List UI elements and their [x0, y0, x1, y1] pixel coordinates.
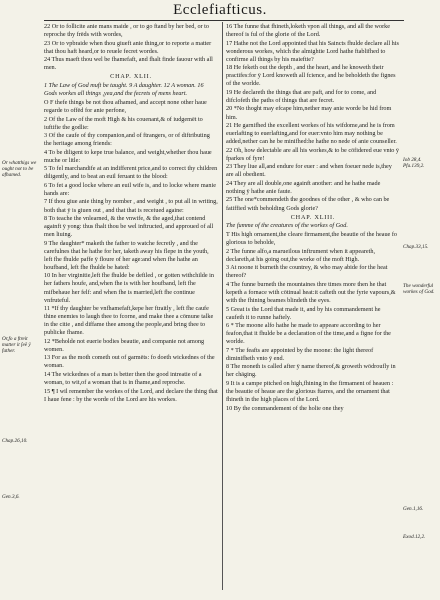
verse: 23 Or to vpbraide when thou giueft anie thing,or to reporte a matter that thou haft heard,or to reuele fecret wordes.: [44, 39, 212, 55]
verse: 16 The funne that fhineth,loketh vpon all things, and all the worke thereof is ful of the glorie of the Lord.: [226, 23, 390, 39]
verse: 18 He feketh out the depth , and the heart, and he knoweth their practifes:for ȳ Lord knoweth all fcience, and he beholdeth the fignes of the worlde.: [226, 64, 396, 88]
verse: 4 The funne burneth the mountaines thre times more then he that kepeth a fornace with cōtinual heat:it cafteth out the fyrie vapours,& with the fhining beames blindeth the eyes.: [226, 280, 396, 305]
chapter-heading: CHAP. XLII.: [110, 73, 152, 81]
margin-note: Iob 28,4. Pfa.139,2.: [403, 157, 425, 169]
right-column: [226, 23, 400, 413]
verse: 7 * The feafts are appointed by the moone: the light thereof diminifheth vnto ȳ end.: [226, 346, 374, 362]
verse: 22 Oh, how delectable are all his workes,& to be cōfidered eue vnto ȳ fparkes of fyre!: [226, 146, 400, 162]
verse: 3 Of the caufe of thy companion,and of ftrangers, or of diftributing the heritage among friends:: [44, 132, 210, 148]
verse: 24 Thus maeft thou wel be fhamefaft, and fhalt finde fauour with all men.: [44, 56, 213, 72]
chapter-argument: 1 The Law of God muft be taught. 9 A daughter. 12 A woman. 16 Gods workes all things ,yea,and the fecrets of mens heart.: [44, 81, 204, 97]
left-column: [44, 23, 218, 404]
verse: 10 In her virginitie,left fhe fhulde be defiled , or gotten withchilde in her fathers houfe, and,when fhe is with her houfband, left fhe mifbehaue her felf: and when fhe is married,left fhe continue vnfruteful.: [44, 272, 214, 304]
verse: 11 *If thy daughter be vnfhamefaft,kepe her ftraitly , left fhe caufe thine enemies to laugh thee to fcorne, and make thee a cōmune talke in the citie , and diffame thee among the people,and bring thee to publicke fhame.: [44, 305, 214, 337]
verse: 7 If thou giue anie thing by nomber , and weight , to put all in writing, both that ȳ is giuen out , and that that is receiued againe:: [44, 198, 218, 214]
verse: 2 The funne alfo,a marueilous inftrument when it appeareth, declareth,at his going out,the worke of the moft High.: [226, 247, 376, 263]
margin-note: Gen.1,16.: [403, 506, 424, 512]
verse: 17 Hathe not the Lord appointed that his Saincts fhulde declare all his wonderous workes, which the almightie Lord hathe ftablifhed to confirme all things by his maieftie?: [226, 39, 399, 63]
verse: 15 ¶ I wil remember the workes of the Lord, and declare the thing that I haue fene : by the worde of the Lord are his workes.: [44, 387, 218, 403]
verse: 12 *Beholde not euerie bodies beautie, and companie not among women.: [44, 337, 205, 353]
verse: 8 The moneth is called after ȳ name thereof,& groweth wōdroufly in her chāging.: [226, 363, 396, 379]
margin-note: Chap.26,10.: [2, 438, 28, 444]
column-divider: [222, 22, 223, 590]
verse: 2 Of the Law of the moft High & his couenant,& of iudgemēt to iuftifie the godlie:: [44, 115, 203, 131]
verse: 5 To fel marchandife at an indifferent price,and to correct thy children diligently, and to beat an euil feruant to the blood:: [44, 165, 218, 181]
margin-note: Chap.33,15.: [403, 244, 429, 250]
verse: 9 The daughter* maketh the father to watche fecretly , and the carefulnes that he hathe for her, taketh away his flepe in the youth, left fhe fhulde paffe ȳ floure of her age:and when fhe hathe an houfband, left fhe fhulde be hated:: [44, 239, 209, 271]
verse: 10 By the commandement of the holie one they: [226, 404, 344, 412]
margin-note: The wonderful workes of God.: [403, 283, 435, 295]
verse: 19 He declareth the things that are paft, and for to come, and difclofeth the paths of things that are fecret.: [226, 88, 377, 104]
margin-note: Exod.12,2.: [403, 534, 426, 540]
header-rule: [44, 20, 404, 21]
verse: 13 For as the moth cometh out of garmēts: fo doeth wickednes of the woman.: [44, 354, 215, 370]
verse: 8 To teache the vnlearned, & the vnwife, & the aged,that contend againft ȳ yong: thus fhalt thou be wel inftructed, and approued of all men liuing.: [44, 215, 214, 239]
verse: 6 * The moone alfo hathe he made to appeare according to her feafon,that it fhulde be a declaration of the time,and a figne for the worlde.: [226, 322, 391, 346]
margin-note: Gen.3,6.: [2, 494, 20, 500]
verse: 20 *No thoght may efcape him,nether may anie worde be hid from him.: [226, 105, 392, 121]
verse: 6 To fet a good locke where an euil wife is, and to locke where manie hands are:: [44, 181, 216, 197]
verse: 24 They are all double,one againft another: and he hathe made nothing ȳ hathe anie faute.: [226, 179, 381, 195]
verse: 14 The wickednes of a man is better then the good intreatie of a woman, to wit,of a woman that is in fhame,and reproche.: [44, 370, 202, 387]
running-header: Ecclefiafticus.: [173, 2, 267, 18]
verse: 21 He garnifhed the excellent workes of his wifdome,and he is from euerlafting to euerlafting,and for euer:vnto him may nothing be added,nether can he be minifhed:he hathe no nede of anie counseller.: [226, 122, 397, 146]
verse: 5 Great is the Lord that made it, and by his commandement he caufeth it to runne haftely.: [226, 305, 381, 321]
verse: 25 The one*commendeth the goodnes of the other , & who can be fatiffied with beholding Gods glorie?: [226, 196, 390, 212]
margin-note: Or whatthigs we ought not to be afhamed.: [2, 160, 37, 178]
verse: 3 At noone it burneth the countrey, & who may abide for the heat thereof?: [226, 264, 388, 280]
verse: T His high ornament,the cleare firmament,the beautie of the heaue fo glorious to beholde,: [226, 231, 398, 247]
chapter-argument: The fumme of the creatures of the workes of God.: [226, 222, 348, 230]
verse: 22 Or to follicite anie mans maide , or to go ftand by her bed, or to reproche thy frēds with wordes,: [44, 23, 209, 39]
verse: O F thefe things be not thou afhamed, and accept none other haue regarde to offēd for anie perfone,: [44, 98, 207, 114]
verse: 4 To be diligent to kepe true balance, and weight,whether thou haue muche or litle:: [44, 148, 212, 164]
chapter-heading: CHAP. XLIII.: [290, 213, 336, 221]
margin-note: Or,fo a ftreit matter it ſeẽ ȳ father.: [2, 336, 31, 354]
verse: 23 They liue all,and endure for euer : and when foeuer nede is,they are all obedient.: [226, 163, 392, 179]
verse: 9 It is a campe pitched on high,fhining in the firmament of heauen : the beautie of heaue are the glorious ftarres, and the ornament that fhineth in the high places of the Lord.: [226, 380, 394, 404]
